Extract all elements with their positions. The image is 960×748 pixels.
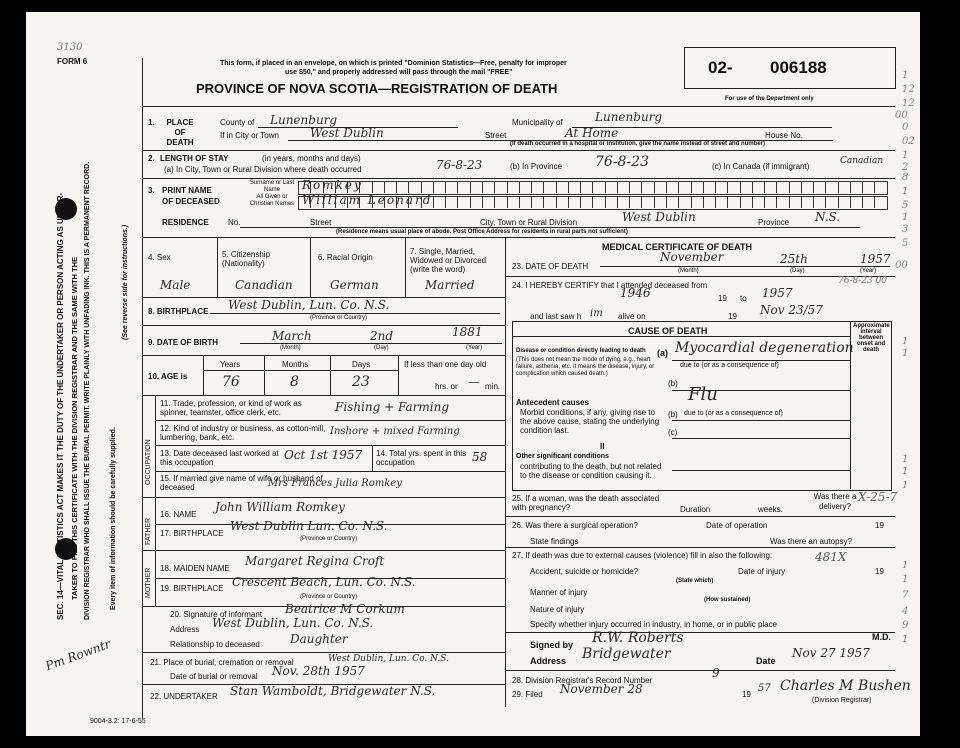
surname-label: Surname or Last Name [249, 180, 295, 193]
residence-street-label: Street [310, 218, 332, 227]
margin-code-mark: 1 [902, 560, 909, 571]
dob-day: 2nd [370, 329, 394, 343]
delivery-label: Was there a delivery? [813, 492, 857, 511]
occupation-12-value: Inshore + mixed Farming [330, 426, 460, 437]
injury-date-label: Date of injury [738, 567, 786, 576]
weeks-label: weeks. [758, 505, 783, 514]
municipality-value: Lunenburg [595, 110, 663, 124]
father-birthplace-value: West Dublin Lun. Co. N.S. [230, 519, 388, 533]
margin-code-mark: 1 [902, 150, 909, 161]
margin-code-mark: 1 [902, 212, 909, 223]
stay-a-label: (a) In City, Town or Rural Division where death occurred [164, 165, 362, 174]
mail-notice-2: use $50," and properly addressed will pass through the mail "FREE" [285, 69, 513, 76]
last-saw-label: and last saw h [530, 312, 582, 321]
margin-code-mark: 1 [902, 466, 909, 477]
signed-date-label: Date [756, 656, 776, 666]
margin-code-mark: 00 [895, 110, 908, 121]
last-saw-pronoun: im [590, 308, 603, 319]
birthplace-value: West Dublin, Lun. Co. N.S. [228, 298, 390, 312]
margin-code-mark: 00 [895, 260, 908, 271]
undertaker-label: 22. UNDERTAKER [150, 692, 218, 701]
burial-date-label: Date of burial or removal [170, 672, 258, 681]
province-country-label: (Province or Country) [310, 315, 368, 321]
minutes-value: — [468, 375, 480, 389]
form-title: PROVINCE OF NOVA SCOTIA—REGISTRATION OF DEATH [196, 81, 558, 96]
undertaker-value: Stan Wamboldt, Bridgewater N.S. [230, 684, 436, 698]
death-year-label: (Year) [860, 268, 877, 274]
sec14-instruction-3: DIVISION REGISTRAR WHO SHALL ISSUE THE BURIAL PERMIT. WRITE PLAINLY WITH UNFADING INK. THIS IS A PERMANENT RECORD. [84, 161, 91, 620]
occupation-11-label: 11. Trade, profession, or kind of work as spinner, teamster, office clerk, etc. [160, 399, 302, 417]
city-label: If in City or Town [220, 131, 279, 140]
mother-maiden-label: 18. MAIDEN NAME [160, 564, 230, 573]
residence-province-value: N.S. [815, 210, 841, 224]
given-names-label: All Given or Christian Names [249, 194, 295, 207]
residence-province-label: Province [758, 218, 790, 227]
occupation-14-value: 58 [472, 450, 488, 464]
less-than-day-label: If less than one day old [404, 360, 487, 369]
stay-a-value: 76-8-23 [436, 158, 483, 172]
cause-b-value: Flu [688, 384, 718, 405]
relationship-label: Relationship to deceased [170, 640, 260, 649]
dept-use-note: For use of the Department only [725, 96, 814, 102]
margin-code-mark: 5 [902, 200, 909, 211]
due-to-b-label: due to (or as a consequence of) [680, 362, 779, 369]
citizenship-value: Canadian [235, 278, 293, 292]
informant-value: Beatrice M Corkum [285, 602, 405, 616]
how-sustained-label: (How sustained) [704, 597, 751, 603]
mother-label: MOTHER [145, 567, 152, 598]
age-days-label: Days [352, 360, 371, 369]
external-causes-label: 27. If death was due to external causes (violence) fill in also the following: [512, 551, 773, 560]
part-two-label: II [600, 442, 605, 451]
margin-code-mark: 1 [902, 634, 909, 645]
certify-label: 24. I HEREBY CERTIFY that I attended deceased from [512, 281, 708, 290]
see-reverse-note: (See reverse side for instructions.) [122, 224, 129, 340]
margin-code-mark: 12 [902, 84, 915, 95]
dob-year-label: (Year) [466, 345, 483, 351]
stay-b-value: 76-8-23 [595, 154, 649, 170]
hospital-note: (If death occurred in a hospital or institution, give the name instead of street and number) [510, 141, 766, 147]
occupation-13-value: Oct 1st 1957 [284, 448, 363, 462]
state-findings-label: State findings [530, 537, 579, 546]
age-months-value: 8 [290, 374, 299, 390]
signed-by-value: R.W. Roberts [592, 630, 684, 646]
right-note-stamp: 481X [815, 550, 847, 564]
margin-code-mark: 1 [902, 186, 909, 197]
right-note-delivery: X-25-7 [858, 490, 898, 504]
dob-day-label: (Day) [374, 345, 389, 351]
cause-a-value: Myocardial degeneration [675, 340, 854, 356]
stay-c-label: (c) In Canada (if immigrant) [712, 162, 810, 171]
record-number-value: 9 [712, 666, 720, 680]
street-label: Street [485, 131, 507, 140]
filed-year: 57 [758, 683, 771, 694]
antecedent-label: Antecedent causes [516, 398, 589, 407]
date-of-death-label: 23. DATE OF DEATH [512, 262, 589, 271]
death-day: 25th [780, 252, 808, 266]
margin-code-mark: 1 [902, 336, 909, 347]
city-value: West Dublin [310, 126, 384, 140]
birthplace-label: 8. BIRTHPLACE [148, 307, 209, 316]
manner-label: Manner of injury [530, 588, 588, 597]
place-of-death-label: PLACE OF DEATH [166, 118, 194, 147]
occupation-14-label: 14. Total yrs. spent in this occupation [376, 449, 467, 467]
father-birthplace-label: 17. BIRTHPLACE [160, 529, 224, 538]
margin-code-mark: 1 [902, 480, 909, 491]
last-saw-date: Nov 23/57 [760, 303, 823, 317]
registration-prefix: 02- [708, 58, 733, 77]
age-label: 10. AGE is [148, 372, 188, 381]
signed-date-value: Nov 27 1957 [792, 646, 870, 660]
sex-value: Male [160, 278, 191, 292]
immediate-cause-label: Disease or condition directly leading to death [516, 348, 646, 354]
margin-code-mark: 02 [902, 136, 915, 147]
mother-province-label: (Province or Country) [300, 594, 358, 600]
stay-c-value: Canadian [840, 156, 884, 166]
registrar-signature: Charles M Bushen [780, 678, 911, 694]
record-number-label: 28. Division Registrar's Record Number [512, 676, 653, 685]
racial-origin-value: German [330, 278, 379, 292]
interval-label: Approximate interval between onset and death [853, 323, 890, 353]
last-saw-century: 19 [728, 312, 737, 321]
dob-label: 9. DATE OF BIRTH [148, 338, 219, 347]
racial-origin-label: 6. Racial Origin [318, 253, 373, 262]
burial-place-value: West Dublin, Lun. Co. N.S. [328, 654, 450, 664]
municipality-label: Municipality of [512, 118, 563, 127]
print-name-label: PRINT NAME [162, 186, 212, 195]
signed-by-label: Signed by [530, 640, 574, 650]
print-name-label-2: OF DECEASED [162, 197, 220, 206]
county-value: Lunenburg [270, 113, 338, 127]
filed-value: November 28 [560, 682, 643, 696]
father-label: FATHER [145, 517, 152, 545]
margin-code-mark: 1 [902, 574, 909, 585]
informant-address-value: West Dublin, Lun. Co. N.S. [212, 616, 374, 630]
margin-code-mark: 3 [902, 224, 909, 235]
hours-label: hrs. or [435, 382, 458, 391]
autopsy-label: Was there an autopsy? [770, 537, 852, 546]
surgical-label: 26. Was there a surgical operation? [512, 521, 638, 530]
occupation-12-label: 12. Kind of industry or business, as cotton-mill, lumbering, bank, etc. [160, 424, 326, 442]
spouse-label: 15. If married give name of wife or husband of deceased [160, 474, 323, 492]
residence-city-value: West Dublin [622, 210, 696, 224]
death-year: 1957 [860, 252, 891, 266]
father-province-label: (Province or Country) [300, 536, 358, 542]
margin-code-mark: 1 [902, 70, 909, 81]
margin-code-mark: 4 [902, 606, 909, 617]
father-name-label: 16. NAME [160, 510, 197, 519]
alive-on-label: alive on [618, 312, 646, 321]
accident-label: Accident, suicide or homicide? [530, 567, 639, 576]
minutes-label: min. [485, 382, 501, 391]
century-label: 19 [718, 294, 727, 303]
occupation-13-label: 13. Date deceased last worked at this occupation [160, 449, 279, 467]
duration-label: Duration [680, 505, 711, 514]
mother-birthplace-value: Crescent Beach, Lun. Co. N.S. [232, 575, 416, 589]
length-of-stay-label: LENGTH OF STAY [160, 154, 229, 163]
every-item-note: Every item of information should be carefully supplied. [110, 427, 117, 610]
death-day-label: (Day) [790, 268, 805, 274]
sex-label: 4. Sex [148, 253, 171, 262]
to-label: to [740, 294, 747, 303]
other-conditions-label: Other significant conditions [516, 453, 609, 460]
operation-century: 19 [875, 521, 884, 530]
margin-code-mark: 12 [902, 98, 915, 109]
county-label: County of [220, 118, 255, 127]
dob-month-label: (Month) [280, 345, 301, 351]
filed-label: 29. Filed [512, 690, 543, 699]
death-month-label: (Month) [678, 268, 699, 274]
mail-notice: This form, if placed in an envelope, on which is printed "Dominion Statistics—Free, penalty for improper [220, 60, 567, 67]
age-years-value: 76 [222, 374, 240, 390]
burial-place-label: 21. Place of burial, cremation or removal [150, 658, 294, 667]
father-name-value: John William Romkey [215, 500, 345, 514]
residence-no-label: No. [228, 218, 241, 227]
filed-century: 19 [742, 690, 751, 699]
physician-address-label: Address [530, 656, 567, 666]
sec14-instruction-2: TAKER TO FILE THIS CERTIFICATE WITH THE DIVISION REGISTRAR AND THE SAME WITH THE [70, 256, 79, 600]
residence-note: (Residence means usual place of abode. Post Office Address for residents in rural parts not sufficient) [336, 229, 628, 235]
physician-address-value: Bridgewater [582, 646, 671, 662]
registration-number: 006188 [770, 58, 827, 77]
dob-month: March [272, 329, 312, 343]
spouse-value: Mrs Frances Julia Romkey [268, 478, 402, 489]
margin-code-mark: 9 [902, 620, 909, 631]
margin-code-mark: 7 [902, 590, 909, 601]
residence-city-label: City, Town or Rural Division [480, 218, 578, 227]
mother-birthplace-label: 19. BIRTHPLACE [160, 584, 224, 593]
surname-value: Romkey [302, 178, 363, 192]
division-registrar-label: (Division Registrar) [812, 697, 872, 704]
antecedent-note: Morbid conditions, if any, giving rise to the above cause, stating the underlying condition last. [520, 408, 660, 435]
relationship-value: Daughter [290, 632, 348, 646]
immediate-cause-note: (This does not mean the mode of dying, e.g., heart failure, asthenia, etc. It means the disease, injury, or complication which caused death.) [516, 357, 655, 377]
woman-pregnancy-label: 25. If a woman, was the death associated with pregnancy? [512, 494, 660, 512]
residence-label: RESIDENCE [162, 218, 209, 227]
house-no-label: House No. [765, 131, 803, 140]
margin-handwriting: Pm Rowntr [43, 636, 113, 674]
stay-note: (in years, months and days) [262, 154, 361, 163]
sec14-instruction: SEC. 14—VITAL STATISTICS ACT MAKES IT THE DUTY OF THE UNDERTAKER OR PERSON ACTING AS UNDER- [56, 192, 65, 620]
form-code-handwritten: 3130 [57, 42, 83, 53]
cause-of-death-title: CAUSE OF DEATH [628, 326, 708, 336]
print-code: 9004-3.2: 17-6-55 [90, 718, 146, 725]
occupation-label: OCCUPATION [145, 439, 152, 485]
given-names-value: William Leonard [302, 193, 433, 207]
margin-code-mark: 8 [902, 172, 909, 183]
dob-year: 1881 [452, 325, 483, 339]
informant-label: 20. Signature of informant [170, 610, 263, 619]
attended-from: 1946 [620, 286, 651, 300]
age-years-label: Years [220, 360, 241, 369]
marital-label: 7. Single, Married, Widowed or Divorced (write the word) [410, 247, 487, 274]
stay-b-label: (b) In Province [510, 162, 563, 171]
state-which-label: (State which) [676, 578, 714, 584]
margin-code-mark: 5 [902, 238, 909, 249]
injury-century: 19 [875, 567, 884, 576]
age-days-value: 23 [352, 374, 370, 390]
margin-code-mark: 1 [902, 348, 909, 359]
operation-date-label: Date of operation [706, 521, 768, 530]
attended-to: 1957 [762, 286, 793, 300]
right-note-stay: 76-8-23 00 [838, 276, 888, 286]
margin-code-mark: 2 [902, 162, 909, 173]
margin-code-mark: 0 [902, 122, 909, 133]
citizenship-label: 5. Citizenship (Nationality) [222, 250, 271, 268]
specify-label: Specify whether injury occurred in industry, in home, or in public place [530, 620, 778, 629]
occupation-11-value: Fishing + Farming [335, 400, 450, 414]
informant-address-label: Address [170, 625, 200, 634]
margin-code-mark: 1 [902, 454, 909, 465]
other-conditions-note: contributing to the death, but not related to the disease or condition causing it. [520, 462, 662, 480]
death-month: November [660, 250, 724, 264]
marital-value: Married [425, 278, 475, 292]
due-to-c-label: due to (or as a consequence of) [684, 410, 783, 417]
mother-maiden-value: Margaret Regina Croft [245, 554, 385, 568]
street-value: At Home [565, 126, 619, 140]
form-number: FORM 6 [57, 57, 88, 66]
age-months-label: Months [282, 360, 309, 369]
md-label: M.D. [872, 632, 891, 642]
burial-date-value: Nov. 28th 1957 [272, 664, 365, 678]
nature-label: Nature of injury [530, 605, 585, 614]
medical-title: MEDICAL CERTIFICATE OF DEATH [602, 242, 752, 252]
